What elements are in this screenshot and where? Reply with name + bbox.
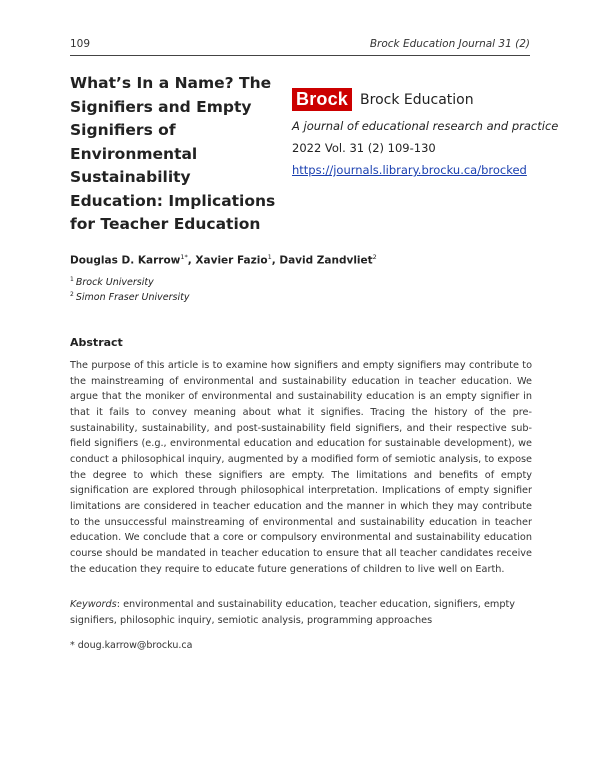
affiliation-mark: 2: [70, 291, 74, 298]
affiliation: [70, 276, 154, 288]
author-mark: 1*: [180, 253, 188, 261]
article-title: What’s In a Name? The Signifiers and Empty Signifiers of Environmental Sustainability Education: Implications for Teacher Education: [70, 74, 276, 233]
corresponding-email: * doug.karrow@brocku.ca: [70, 640, 193, 651]
keywords: [70, 597, 532, 628]
journal-issue: 2022 Vol. 31 (2) 109-130: [292, 141, 436, 155]
abstract-text: The purpose of this article is to examine how signifiers and empty signifiers may contribute to the mainstreaming of environmental and sustainability education in teacher education. We argue that the moniker of environmental and sustainability education is an empty signifier in that it fails to convey meaning about what it signifies. Tracing the history of the pre-sustainability, sustainability, and post-sustainability field signifiers, and their respective sub-field signifiers (e.g., environmental education and education for sustainable development), we conduct a philosophical inquiry, augmented by a modified form of semiotic analysis, to expose the degree to which these signifiers are empty. The limitations and benefits of empty signification are explored through philosophical interpretation. Implications of empty signifier limitations are considered in teacher education and the manner in which they may contribute to the unsuccessful mainstreaming of environmental and sustainability education in teacher education. We conclude that a core or compulsory environmental and sustainability education course should be mandated in teacher education to ensure that all teacher candidates receive the education they require to educate future generations of children to live well on Earth.: [70, 360, 532, 575]
author-mark: 2: [372, 253, 377, 261]
affiliation: [70, 291, 189, 303]
page-number: 109: [70, 38, 91, 50]
affiliation-mark: 1: [70, 276, 74, 283]
author-mark: 1: [267, 253, 272, 261]
running-journal-title: Brock Education Journal 31 (2): [369, 38, 530, 50]
journal-name: Brock Education: [360, 91, 474, 108]
author-name: Xavier Fazio: [195, 254, 268, 267]
author-name: David Zandvliet: [279, 254, 373, 267]
affiliation-name: Brock University: [75, 277, 154, 289]
author-name: Douglas D. Karrow: [70, 254, 181, 267]
keywords-label: Keywords: [70, 599, 117, 610]
keywords-list: : environmental and sustainability education, teacher education, signifiers, empty signifiers, philosophic inquiry, semiotic analysis, programming approaches: [70, 599, 516, 626]
journal-url-link[interactable]: https://journals.library.brocku.ca/brocked: [292, 163, 527, 177]
author-list: Douglas D. Karrow$^{1*}$, Xavier Fazio$^1$, David Zandvliet$^2$: [70, 253, 377, 267]
abstract-heading: Abstract: [70, 336, 123, 349]
journal-brand: [292, 88, 474, 111]
brock-logo: Brock: [292, 88, 352, 111]
affiliation-name: Simon Fraser University: [75, 292, 190, 304]
header-divider: [70, 55, 530, 56]
journal-tagline: A journal of educational research and practice: [292, 119, 559, 133]
